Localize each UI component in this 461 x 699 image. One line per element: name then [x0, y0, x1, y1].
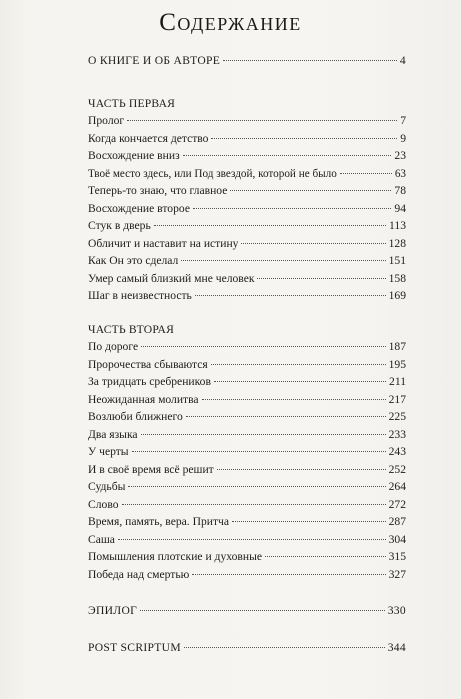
dot-leader	[122, 504, 386, 505]
entry-title: Время, память, вера. Притча	[88, 515, 230, 528]
entry-title: Восхождение второе	[88, 202, 190, 215]
toc-entry[interactable]	[88, 427, 406, 443]
dot-leader	[141, 346, 386, 347]
part2-title: ЧАСТЬ ВТОРАЯ	[88, 323, 175, 336]
entry-page-number: 304	[388, 533, 406, 546]
entry-title: Пролог	[88, 114, 125, 127]
entry-title: Помышления плотские и духовные	[88, 550, 263, 563]
entry-page-number: 158	[388, 272, 406, 285]
dot-leader	[230, 190, 391, 191]
entry-title: Слово	[88, 498, 119, 511]
entry-page-number: 272	[388, 498, 406, 511]
toc-entry[interactable]	[88, 113, 406, 129]
entry-title: Восхождение вниз	[88, 149, 180, 162]
entry-page-number: 287	[388, 515, 406, 528]
toc-entry-about[interactable]	[88, 53, 406, 69]
toc-entry[interactable]	[88, 201, 406, 217]
dot-leader	[183, 155, 392, 156]
dot-leader	[223, 60, 397, 61]
entry-page-number: 233	[388, 428, 406, 441]
toc-entry[interactable]	[88, 131, 406, 147]
dot-leader	[128, 486, 385, 487]
entry-page-number: 264	[388, 480, 406, 493]
toc-entry[interactable]	[88, 253, 406, 269]
toc-entry[interactable]	[88, 514, 406, 530]
entry-title: Твоё место здесь, или Под звездой, которой не было	[88, 168, 337, 180]
dot-leader	[184, 647, 385, 648]
part1-title: ЧАСТЬ ПЕРВАЯ	[88, 97, 176, 110]
toc-entry[interactable]	[88, 357, 406, 373]
entry-page-number: 211	[389, 375, 406, 388]
toc-entry[interactable]	[88, 444, 406, 460]
entry-page-number: 9	[400, 132, 406, 145]
dot-leader	[132, 451, 386, 452]
entry-title: Победа над смертью	[88, 568, 190, 581]
toc-entry-postscript[interactable]	[88, 640, 406, 656]
toc-entry[interactable]	[88, 183, 406, 199]
dot-leader	[141, 434, 386, 435]
entry-page-number: 7	[400, 114, 406, 127]
entry-title: Неожиданная молитва	[88, 393, 199, 406]
toc-entry[interactable]	[88, 271, 406, 287]
dot-leader	[118, 539, 386, 540]
entry-page-number: 217	[388, 393, 406, 406]
toc-entry[interactable]	[88, 288, 406, 304]
dot-leader	[181, 260, 385, 261]
dot-leader	[340, 173, 392, 174]
dot-leader	[202, 399, 386, 400]
toc-entry[interactable]	[88, 462, 406, 478]
dot-leader	[127, 120, 397, 121]
entry-page-number: 243	[388, 445, 406, 458]
entry-page-number: 344	[387, 641, 406, 654]
toc-entry[interactable]	[88, 148, 406, 164]
entry-title: Два языка	[88, 428, 138, 441]
toc-entry[interactable]	[88, 236, 406, 252]
toc-entry[interactable]	[88, 409, 406, 425]
dot-leader	[265, 556, 386, 557]
entry-title: За тридцать сребреников	[88, 375, 211, 388]
entry-title: О КНИГЕ И ОБ АВТОРЕ	[88, 54, 221, 67]
dot-leader	[192, 574, 385, 575]
entry-page-number: 195	[388, 358, 406, 371]
entry-page-number: 128	[388, 237, 406, 250]
toc-entry[interactable]	[88, 339, 406, 355]
dot-leader	[195, 295, 386, 296]
entry-title: Когда кончается детство	[88, 132, 209, 145]
entry-page-number: 63	[394, 168, 406, 180]
toc-entry[interactable]	[88, 218, 406, 234]
dot-leader	[140, 610, 385, 611]
dot-leader	[214, 381, 386, 382]
entry-page-number: 113	[389, 219, 406, 232]
entry-page-number: 327	[388, 568, 406, 581]
entry-page-number: 187	[388, 340, 406, 353]
toc-entry[interactable]	[88, 497, 406, 513]
toc-entry[interactable]	[88, 532, 406, 548]
entry-title: У черты	[88, 445, 129, 458]
entry-page-number: 78	[394, 184, 406, 197]
entry-title: Пророчества сбываются	[88, 358, 208, 371]
entry-title: POST SCRIPTUM	[88, 641, 181, 654]
entry-title: Обличит и наставит на истину	[88, 237, 239, 250]
entry-title: Возлюби ближнего	[88, 410, 183, 423]
entry-title: И в своё время всё решит	[88, 463, 214, 476]
toc-entry[interactable]	[88, 392, 406, 408]
entry-title: Саша	[88, 533, 115, 546]
dot-leader	[211, 138, 397, 139]
entry-title: ЭПИЛОГ	[88, 604, 138, 617]
entry-page-number: 151	[388, 254, 406, 267]
entry-page-number: 169	[388, 289, 406, 302]
dot-leader	[241, 243, 385, 244]
page-title: Содержание	[159, 9, 302, 36]
entry-title: Судьбы	[88, 480, 126, 493]
entry-page-number: 94	[394, 202, 406, 215]
entry-page-number: 315	[388, 550, 406, 563]
dot-leader	[217, 469, 386, 470]
dot-leader	[257, 278, 385, 279]
toc-entry[interactable]	[88, 374, 406, 390]
dot-leader	[232, 521, 386, 522]
entry-title: Шаг в неизвестность	[88, 289, 192, 302]
entry-title: Теперь-то знаю, что главное	[88, 184, 228, 197]
toc-entry[interactable]	[88, 549, 406, 565]
entry-page-number: 23	[394, 149, 406, 162]
entry-title: Стук в дверь	[88, 219, 151, 232]
toc-entry[interactable]	[88, 479, 406, 495]
toc-entry-epilogue[interactable]	[88, 603, 406, 619]
dot-leader	[193, 208, 391, 209]
entry-title: Умер самый близкий мне человек	[88, 272, 255, 285]
entry-page-number: 252	[388, 463, 406, 476]
dot-leader	[186, 416, 386, 417]
entry-page-number: 330	[387, 604, 406, 617]
entry-title: Как Он это сделал	[88, 254, 179, 267]
entry-page-number: 4	[399, 54, 406, 67]
entry-title: По дороге	[88, 340, 139, 353]
toc-entry[interactable]	[88, 166, 406, 182]
entry-page-number: 225	[388, 410, 406, 423]
dot-leader	[154, 225, 386, 226]
dot-leader	[211, 364, 386, 365]
toc-entry[interactable]	[88, 567, 406, 583]
